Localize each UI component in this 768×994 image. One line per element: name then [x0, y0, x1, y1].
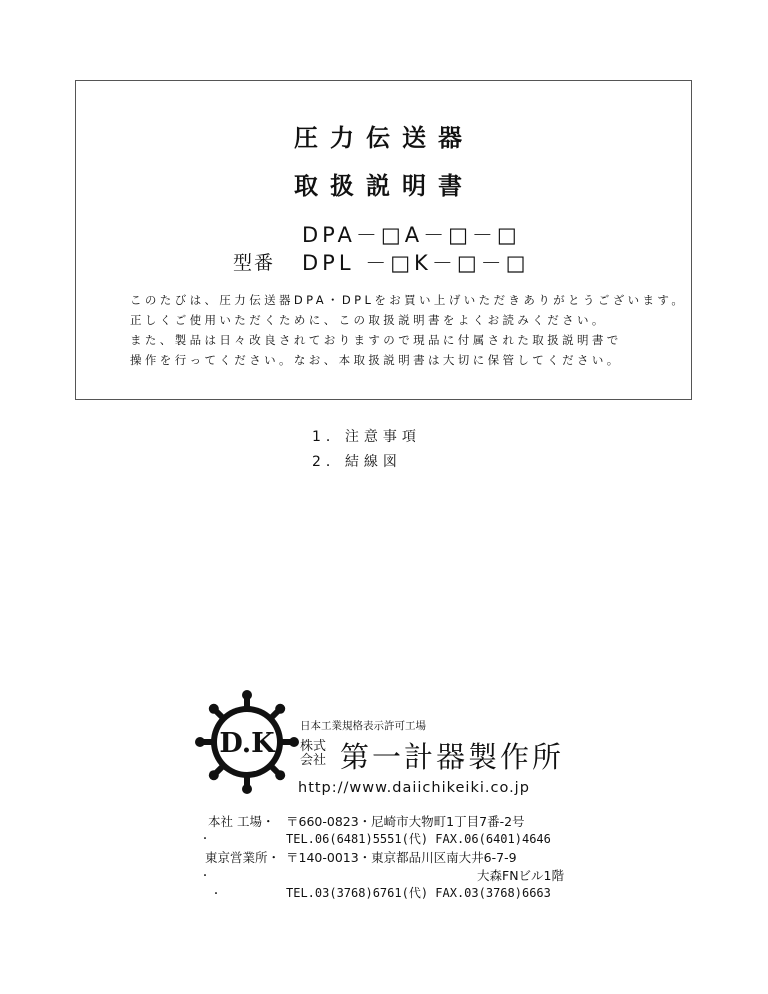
intro-paragraph — [130, 290, 686, 370]
logo-text: D.K — [219, 728, 275, 759]
bullet: ・ — [200, 871, 210, 882]
bullet: ・ — [211, 889, 221, 900]
company-logo-helm-icon — [195, 690, 299, 794]
corporation-type-line: 会社 — [300, 753, 327, 768]
intro-line: 正しくご使用いただくために、この取扱説明書をよくお読みください。 — [130, 313, 607, 327]
corporation-type-line: 株式 — [300, 739, 327, 754]
corporation-type — [300, 740, 334, 768]
company-name: 第一計器製作所 — [340, 740, 565, 774]
document-title: 圧力伝送器 — [294, 124, 474, 152]
model-number-dpl: DPL －□K－□－□ — [302, 251, 530, 275]
tokyo-office-address: 〒140-0013・東京都品川区南大井6-7-9 — [286, 850, 517, 865]
hq-label: 本社 工場・ — [208, 814, 275, 829]
hq-address: 〒660-0823・尼崎市大物町1丁目7番-2号 — [286, 814, 525, 829]
hq-phone-fax: TEL.06(6481)5551(代) FAX.06(6401)4646 — [286, 832, 551, 846]
intro-line: このたびは、圧力伝送器DPA・DPLをお買い上げいただきありがとうございます。 — [130, 293, 687, 307]
document-subtitle: 取扱説明書 — [294, 172, 474, 200]
company-website-link[interactable]: http://www.daiichikeiki.co.jp — [298, 780, 530, 796]
toc-item-cautions: 1．注意事項 — [312, 429, 421, 445]
tokyo-office-phone-fax: TEL.03(3768)6761(代) FAX.03(3768)6663 — [286, 886, 551, 900]
model-number-label: 型番 — [233, 252, 276, 274]
intro-line: また、製品は日々改良されておりますので現品に付属された取扱説明書で — [130, 333, 622, 347]
model-number-dpa: DPA－□A－□－□ — [302, 223, 521, 247]
toc-item-wiring-diagram: 2．結線図 — [312, 454, 402, 470]
table-of-contents — [312, 425, 421, 475]
intro-line: 操作を行ってください。なお、本取扱説明書は大切に保管してください。 — [130, 353, 622, 367]
tokyo-office-label: 東京営業所・ — [205, 850, 281, 865]
jis-certification-label: 日本工業規格表示許可工場 — [300, 720, 426, 732]
bullet: ・ — [200, 834, 210, 845]
tokyo-office-building: 大森FNビル1階 — [477, 868, 564, 883]
